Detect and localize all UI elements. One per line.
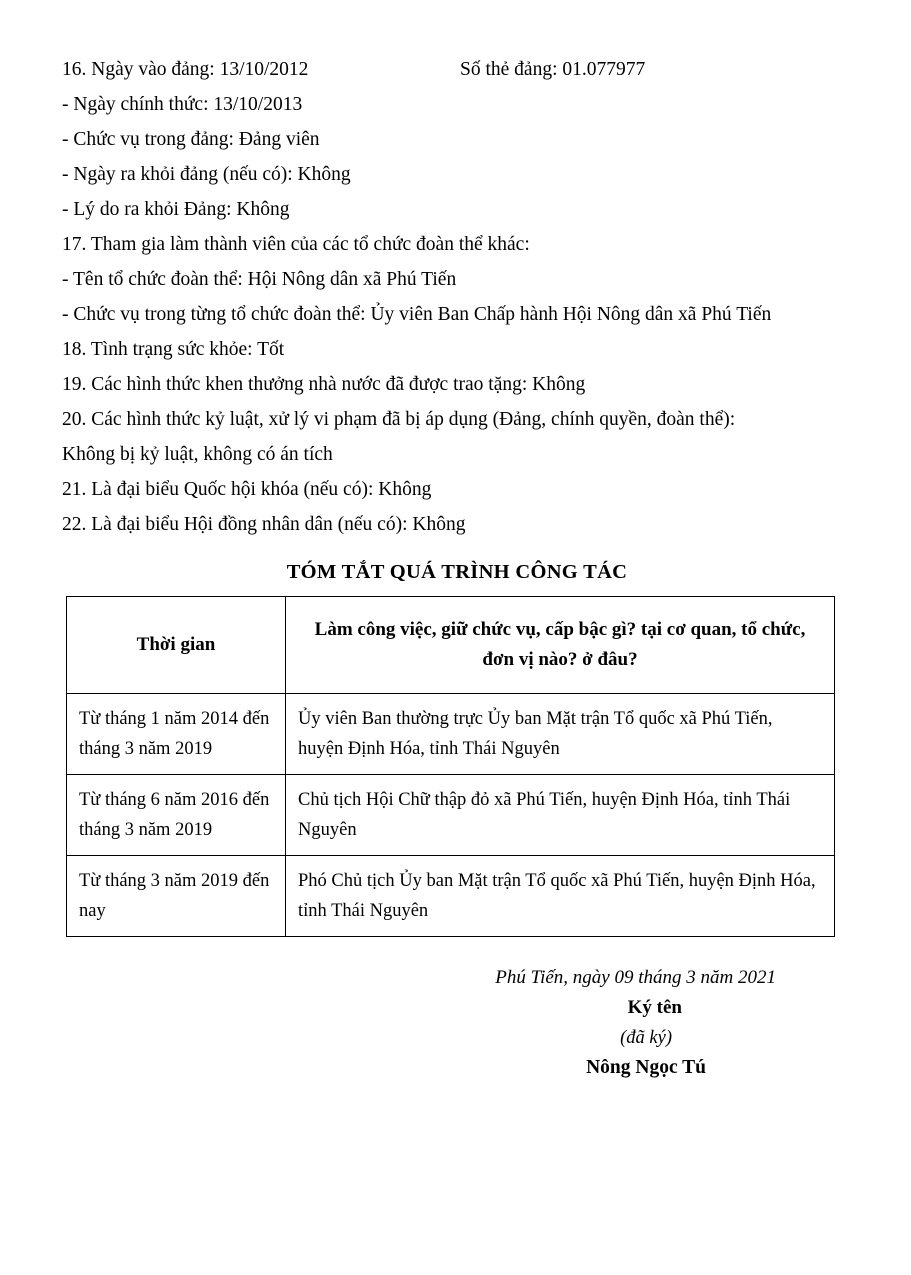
cell-description: Ủy viên Ban thường trực Ủy ban Mặt trận Tổ quốc xã Phú Tiến, huyện Định Hóa, tỉnh Thái Nguyên: [286, 694, 835, 775]
party-position: - Chức vụ trong đảng: Đảng viên: [62, 129, 320, 150]
work-summary-table: [66, 596, 835, 937]
peoples-council-delegate: 22. Là đại biểu Hội đồng nhân dân (nếu có): Không: [62, 514, 466, 535]
table-header-row: [67, 597, 835, 694]
discipline-heading: 20. Các hình thức kỷ luật, xử lý vi phạm đã bị áp dụng (Đảng, chính quyền, đoàn thể):: [62, 409, 736, 430]
party-join-date-line: [62, 52, 852, 87]
party-card-number: Số thẻ đảng: 01.077977: [460, 59, 646, 80]
cell-time: Từ tháng 6 năm 2016 đến tháng 3 năm 2019: [67, 775, 286, 856]
cell-description: Phó Chủ tịch Ủy ban Mặt trận Tổ quốc xã Phú Tiến, huyện Định Hóa, tỉnh Thái Nguyên: [286, 856, 835, 937]
organization-name: - Tên tổ chức đoàn thể: Hội Nông dân xã Phú Tiến: [62, 269, 457, 290]
organization-position: - Chức vụ trong từng tổ chức đoàn thể: Ủy viên Ban Chấp hành Hội Nông dân xã Phú Tiến: [62, 304, 772, 325]
signature-signed-note: (đã ký): [620, 1028, 672, 1048]
national-assembly-delegate: 21. Là đại biểu Quốc hội khóa (nếu có): Không: [62, 479, 432, 500]
signature-name: Nông Ngọc Tú: [586, 1057, 706, 1078]
party-join-date: 16. Ngày vào đảng: 13/10/2012: [62, 59, 309, 80]
table-row: [67, 694, 835, 775]
signature-block: [66, 963, 834, 1083]
table-row: [67, 775, 835, 856]
table-row: [67, 856, 835, 937]
cell-time: Từ tháng 3 năm 2019 đến nay: [67, 856, 286, 937]
signature-label: Ký tên: [627, 997, 682, 1018]
party-leave-reason: - Lý do ra khỏi Đảng: Không: [62, 199, 290, 220]
cell-description: Chủ tịch Hội Chữ thập đỏ xã Phú Tiến, huyện Định Hóa, tỉnh Thái Nguyên: [286, 775, 835, 856]
health-status: 18. Tình trạng sức khỏe: Tốt: [62, 339, 285, 360]
state-awards: 19. Các hình thức khen thưởng nhà nước đã được trao tặng: Không: [62, 374, 586, 395]
document-body: [62, 52, 852, 1083]
column-header-description: Làm công việc, giữ chức vụ, cấp bậc gì? tại cơ quan, tổ chức, đơn vị nào? ở đâu?: [286, 597, 835, 694]
column-header-time: Thời gian: [67, 597, 286, 694]
signature-place-date: Phú Tiến, ngày 09 tháng 3 năm 2021: [495, 967, 776, 988]
organizations-heading: 17. Tham gia làm thành viên của các tổ chức đoàn thể khác:: [62, 234, 530, 255]
discipline-detail: Không bị kỷ luật, không có án tích: [62, 444, 333, 465]
party-leave-date: - Ngày ra khỏi đảng (nếu có): Không: [62, 164, 351, 185]
work-summary-title: TÓM TẮT QUÁ TRÌNH CÔNG TÁC: [286, 561, 628, 583]
party-official-date: - Ngày chính thức: 13/10/2013: [62, 94, 303, 115]
cell-time: Từ tháng 1 năm 2014 đến tháng 3 năm 2019: [67, 694, 286, 775]
